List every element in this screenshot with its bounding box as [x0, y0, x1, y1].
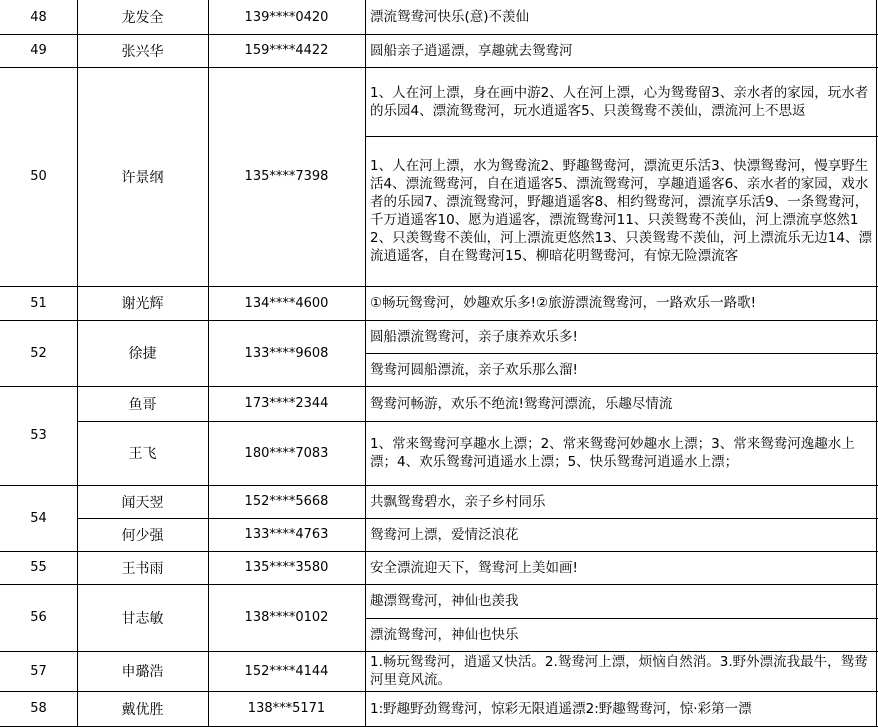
row-number-text: 55: [30, 560, 47, 575]
participant-name-text: 戴优胜: [121, 701, 164, 718]
participant-phone-text: 135****3580: [244, 560, 329, 575]
slogan-text-text: 趣漂鸳鸯河，神仙也羡我: [370, 593, 519, 609]
row-number-text: 50: [30, 169, 47, 184]
participant-name-text: 谢光辉: [121, 296, 164, 312]
slogan-text-text: 鸳鸯河畅游，欢乐不绝流!鸳鸯河漂流，乐趣尽情流: [370, 395, 673, 412]
slogan-text: [365, 0, 878, 34]
participant-phone-text: 152****5668: [244, 494, 329, 509]
row-number-text: 53: [30, 428, 47, 443]
participant-phone: [208, 0, 365, 34]
participant-phone: [208, 34, 365, 67]
participant-phone: [208, 286, 365, 320]
row-number: [0, 320, 77, 386]
participant-name: [77, 67, 208, 286]
participant-phone-text: 173****2344: [244, 396, 329, 411]
participant-name: [77, 0, 208, 34]
slogan-text: [365, 320, 878, 353]
participant-name: [77, 551, 208, 584]
slogan-text: [365, 485, 878, 518]
participant-name-text: 王飞: [128, 446, 157, 462]
slogan-text: [365, 286, 878, 320]
participant-phone-text: 139****0420: [244, 9, 329, 25]
participant-name-text: 何少强: [121, 527, 164, 544]
participant-name-text: 龙发全: [121, 10, 164, 26]
participant-phone: [208, 551, 365, 584]
participant-name-text: 申璐浩: [121, 664, 164, 680]
participant-name-text: 许景纲: [121, 169, 164, 186]
row-number-text: 49: [30, 43, 47, 58]
slogan-text: [365, 34, 878, 67]
slogan-text-text: ①畅玩鸳鸯河，妙趣欢乐多!②旅游漂流鸳鸯河，一路欢乐一路歌!: [370, 295, 757, 311]
row-number-text: 57: [30, 663, 47, 679]
participant-phone: [208, 518, 365, 551]
slogan-text-text: 鸳鸯河上漂，爱情泛浪花: [370, 526, 519, 543]
row-number-text: 58: [30, 701, 47, 716]
participant-name-text: 张兴华: [121, 43, 164, 60]
slogan-text: [365, 551, 878, 584]
slogan-text: [365, 518, 878, 551]
participant-name: [77, 651, 208, 691]
slogan-text: [365, 651, 878, 691]
row-number-text: 51: [30, 295, 47, 311]
row-number: [0, 651, 77, 691]
slogan-text-text: 1、人在河上漂，身在画中游2、人在河上漂，心为鸳鸯留3、亲水者的家园，玩水者的乐园4、漂流鸳鸯河，玩水逍遥客5、只羡鸳鸯不羡仙，漂流河上不思返: [370, 84, 869, 119]
slogan-text-text: 圆船亲子逍遥漂，享趣就去鸳鸯河: [370, 42, 573, 59]
participant-name: [77, 34, 208, 67]
slogan-text: [365, 618, 878, 651]
row-number: [0, 485, 77, 551]
participant-phone-text: 138****0102: [244, 610, 329, 625]
row-number-text: 56: [30, 610, 47, 625]
participant-phone: [208, 691, 365, 726]
slogan-text-text: 1、常来鸳鸯河享趣水上漂；2、常来鸳鸯河妙趣水上漂；3、常来鸳鸯河逸趣水上漂；4、欢乐鸳鸯河逍遥水上漂；5、快乐鸳鸯河逍遥水上漂；: [370, 436, 855, 470]
slogan-text-text: 1.畅玩鸳鸯河，逍遥又快活。2.鸳鸯河上漂，烦恼自然消。3.野外漂流我最牛，鸳鸯河里竟风流。: [370, 654, 868, 688]
participant-phone: [208, 320, 365, 386]
slogan-text-text: 圆船漂流鸳鸯河，亲子康养欢乐多!: [370, 328, 578, 345]
slogan-text-text: 1、人在河上漂，水为鸳鸯流2、野趣鸳鸯河，漂流更乐活3、快漂鸳鸯河，慢享野生活4、漂流鸳鸯河，自在逍遥客5、漂流鸳鸯河，享趣逍遥客6、亲水者的家园，戏水者的乐园7、漂流鸳鸯河，野趣逍遥客8、相约鸳鸯河，漂流享乐活9、一条鸳鸯河，千万逍遥客10、愿为逍遥客，漂流鸳鸯河11、只羡鸳鸯不羡仙，河上漂流享悠然12、只羡鸳鸯不羡仙，河上漂流更悠然13、只羡鸳鸯不羡仙，河上漂流乐无边14、漂流逍遥客，自在鸳鸯河15、柳暗花明鸳鸯河，有惊无险漂流客: [370, 158, 872, 264]
participant-phone: [208, 67, 365, 286]
participant-name: [77, 518, 208, 551]
participant-name: [77, 286, 208, 320]
row-number: [0, 584, 77, 651]
participant-phone-text: 138***5171: [247, 701, 326, 716]
participant-phone: [208, 386, 365, 421]
participant-phone-text: 133****9608: [244, 345, 329, 361]
participant-phone-text: 152****4144: [244, 663, 329, 679]
participant-phone-text: 133****4763: [244, 527, 329, 542]
participant-phone: [208, 651, 365, 691]
slogan-text-text: 共飘鸳鸯碧水，亲子乡村同乐: [370, 493, 546, 510]
row-number: [0, 67, 77, 286]
slogan-text: [365, 136, 878, 286]
participant-name: [77, 485, 208, 518]
slogan-text: [365, 691, 878, 726]
participant-phone-text: 159****4422: [244, 43, 329, 58]
participant-name-text: 甘志敏: [121, 610, 164, 627]
slogan-text: [365, 584, 878, 618]
slogan-text-text: 1:野趣野劲鸳鸯河，惊彩无限逍遥漂2:野趣鸳鸯河，惊·彩第一漂: [370, 700, 752, 717]
participant-phone-text: 180****7083: [244, 445, 329, 461]
participant-name: [77, 691, 208, 726]
slogan-text-text: 漂流鸳鸯河，神仙也快乐: [370, 626, 519, 643]
slogan-text: [365, 421, 878, 485]
row-number-text: 48: [30, 9, 47, 25]
participant-phone: [208, 485, 365, 518]
participant-name: [77, 584, 208, 651]
participant-phone: [208, 584, 365, 651]
participant-name-text: 闻天翌: [121, 494, 164, 511]
row-number: [0, 691, 77, 726]
slogan-text-text: 安全漂流迎天下，鸳鸯河上美如画!: [370, 559, 578, 576]
row-number-text: 52: [30, 345, 47, 361]
participant-name: [77, 386, 208, 421]
row-number: [0, 0, 77, 34]
row-number: [0, 551, 77, 584]
participant-name: [77, 421, 208, 485]
slogan-text-text: 鸳鸯河圆船漂流，亲子欢乐那么溜!: [370, 361, 578, 378]
participant-phone: [208, 421, 365, 485]
slogan-text: [365, 67, 878, 136]
row-number: [0, 34, 77, 67]
participant-name-text: 鱼哥: [128, 396, 157, 413]
row-number: [0, 286, 77, 320]
participant-name: [77, 320, 208, 386]
slogan-text: [365, 353, 878, 386]
participant-name-text: 王书雨: [121, 560, 164, 577]
slogan-text: [365, 386, 878, 421]
participant-name-text: 徐捷: [128, 346, 157, 362]
participant-phone-text: 135****7398: [244, 169, 329, 184]
row-number: [0, 386, 77, 485]
row-number-text: 54: [30, 510, 47, 526]
slogan-text-text: 漂流鸳鸯河快乐(意)不羡仙: [370, 9, 530, 25]
participant-phone-text: 134****4600: [244, 295, 329, 311]
